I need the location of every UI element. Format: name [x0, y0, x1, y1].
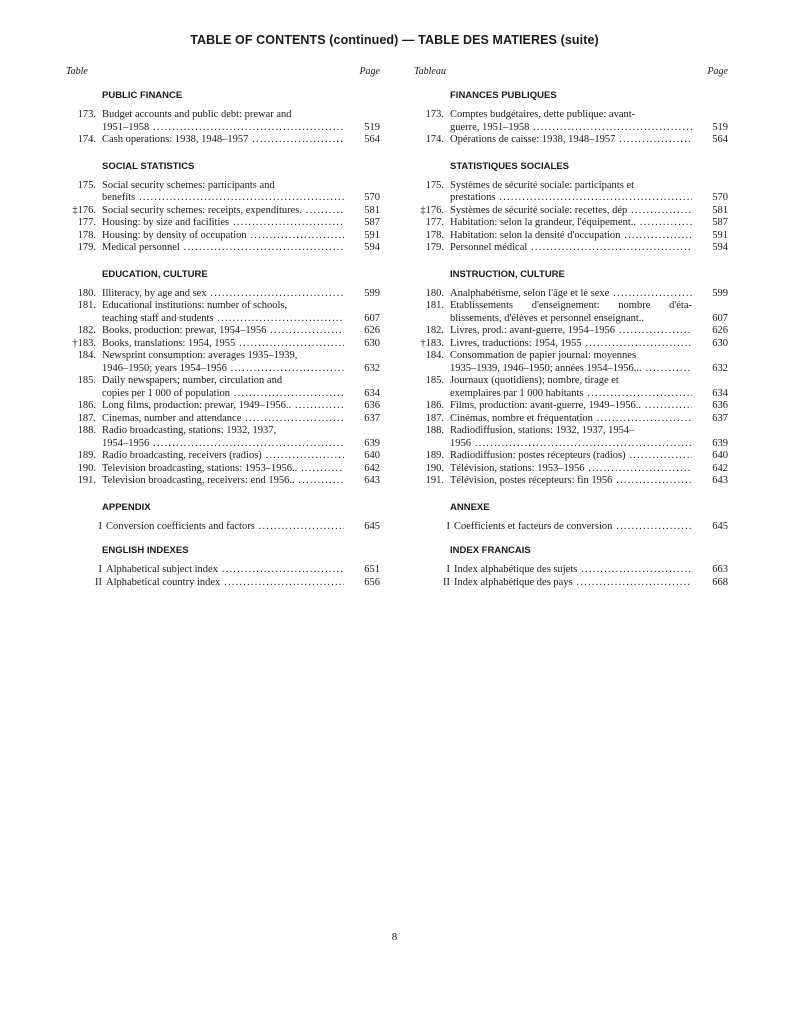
toc-entry[interactable] [414, 180, 728, 205]
entry-page: 637 [712, 412, 728, 424]
toc-entry[interactable] [66, 134, 380, 147]
section-title: FINANCES PUBLIQUES [450, 90, 557, 101]
entry-page: 594 [712, 242, 728, 253]
entry-page: 630 [712, 337, 728, 349]
toc-entry[interactable] [414, 375, 728, 400]
french-column [414, 66, 728, 589]
toc-entry[interactable] [66, 217, 380, 230]
entry-number: 173. [77, 109, 96, 120]
entry-text [450, 325, 692, 338]
toc-section [414, 501, 728, 534]
entry-number: †183. [420, 337, 444, 349]
entry-page: 645 [364, 520, 380, 532]
entry-number: 185. [425, 375, 444, 386]
toc-section [414, 160, 728, 255]
entry-text-last-line: Télévision, postes récepteurs: fin 1956 ..... [450, 475, 692, 488]
entry-text-last-line: 1951–1958 ..... [102, 122, 344, 135]
entry-number: 175. [425, 179, 444, 191]
toc-entry[interactable] [414, 109, 728, 134]
toc-entry[interactable] [414, 521, 728, 534]
entry-page: 626 [364, 325, 380, 336]
entry-text-line: Etablissements d'enseignement: nombre d'éta-blissements, d'élèves et personnel enseignant.. [450, 300, 692, 324]
entry-text [102, 475, 344, 488]
entry-text [102, 242, 344, 255]
entry-text-last-line: Alphabetical country index ..... [106, 577, 344, 590]
entry-page: 599 [712, 287, 728, 299]
entry-page: 626 [712, 325, 728, 336]
toc-entry[interactable] [414, 350, 728, 375]
toc-entry[interactable] [66, 375, 380, 400]
entry-number: 184. [425, 350, 444, 361]
entry-page: 591 [712, 229, 728, 241]
entry-page: 634 [364, 387, 380, 399]
section-title: PUBLIC FINANCE [102, 90, 183, 101]
entry-page: 656 [364, 576, 380, 588]
entry-text [450, 338, 692, 351]
toc-entry[interactable] [66, 338, 380, 351]
entry-text [450, 425, 692, 450]
entry-page: 643 [364, 475, 380, 486]
entry-text [450, 230, 692, 243]
toc-entry[interactable] [414, 300, 728, 325]
entry-page: 564 [364, 134, 380, 145]
section-title: STATISTIQUES SOCIALES [450, 160, 569, 172]
entry-text [450, 242, 692, 255]
entry-text-last-line: Radio broadcasting, receivers (radios) ..... [102, 450, 344, 463]
entry-text-last-line: 1954–1956 ..... [102, 438, 344, 451]
entry-text [450, 413, 692, 426]
entry-page: 594 [364, 242, 380, 253]
toc-section [414, 268, 728, 488]
toc-section [66, 89, 380, 147]
entry-text-last-line: Personnel médical ..... [450, 242, 692, 255]
entry-text [102, 463, 344, 476]
toc-entry[interactable] [414, 463, 728, 476]
entry-page: 663 [712, 564, 728, 575]
entry-number: I [98, 564, 102, 575]
entry-text [450, 350, 692, 375]
entry-text-last-line: teaching staff and students ..... [102, 313, 344, 326]
entry-text-last-line: Cinemas, number and attendance ..... [102, 413, 344, 426]
entry-number: 175. [77, 179, 96, 191]
entry-page: 581 [712, 204, 728, 216]
entry-text-line: Radiodiffusion, stations: 1932, 1937, 1954– [450, 425, 635, 436]
entry-text-line: Social security schemes: participants and [102, 179, 275, 191]
entry-text [450, 475, 692, 488]
toc-entry[interactable] [414, 134, 728, 147]
section-title: APPENDIX [102, 501, 151, 513]
entry-page: 639 [712, 437, 728, 449]
toc-entry[interactable] [414, 450, 728, 463]
entry-page: 643 [712, 475, 728, 486]
entry-number: 173. [425, 109, 444, 120]
entry-text [102, 288, 344, 301]
entry-page: 636 [712, 400, 728, 411]
entry-number: 187. [77, 412, 96, 424]
section-list [414, 89, 728, 589]
entry-text [106, 521, 344, 534]
entry-page: 632 [712, 362, 728, 374]
toc-entry[interactable] [66, 350, 380, 375]
entry-number: ‡176. [72, 204, 96, 216]
toc-entry[interactable] [414, 475, 728, 488]
entry-text-last-line: prestations ..... [450, 192, 692, 205]
entry-text [102, 425, 344, 450]
entry-text [102, 400, 344, 413]
entry-text-last-line: Index alphabétique des pays ..... [454, 577, 692, 590]
entry-text-last-line: Télévision, stations: 1953–1956 ..... [450, 463, 692, 476]
toc-entry[interactable] [414, 400, 728, 413]
entry-page: 587 [712, 217, 728, 228]
entry-text [102, 217, 344, 230]
entry-number: 178. [425, 229, 444, 241]
entry-text [454, 564, 692, 577]
entry-text-last-line: Habitation: selon la densité d'occupation ..... [450, 230, 692, 243]
entry-page: 642 [712, 462, 728, 474]
entry-number: 186. [77, 400, 96, 411]
toc-entry[interactable] [66, 300, 380, 325]
entry-text-line: Budget accounts and public debt: prewar and [102, 109, 292, 120]
entry-number: 174. [425, 134, 444, 145]
page-label: Page [359, 66, 380, 77]
entry-text [450, 134, 692, 147]
entry-text [102, 325, 344, 338]
entry-text-last-line: Livres, traductions: 1954, 1955 ..... [450, 338, 692, 351]
entry-page: 591 [364, 229, 380, 241]
entry-text-last-line: Analphabétisme, selon l'âge et le sexe ..... [450, 288, 692, 301]
toc-entry[interactable] [414, 217, 728, 230]
entry-text-last-line: Housing: by density of occupation ..... [102, 230, 344, 243]
entry-number: 181. [77, 300, 96, 311]
entry-text-last-line: Habitation: selon la grandeur, l'équipement.. ..... [450, 217, 692, 230]
entry-text-last-line: Long films, production: prewar, 1949–1956.. ..... [102, 400, 344, 413]
toc-entry[interactable] [66, 205, 380, 218]
entry-text-line: Consommation de papier journal: moyennes [450, 350, 637, 361]
entry-text-line: Comptes budgétaires, dette publique: avant- [450, 109, 636, 120]
entry-text [102, 300, 344, 325]
entry-number: 186. [425, 400, 444, 411]
entry-page: 599 [364, 287, 380, 299]
entry-page: 639 [364, 437, 380, 449]
entry-page: 607 [364, 312, 380, 324]
entry-page: 581 [364, 204, 380, 216]
entry-number: ‡176. [420, 204, 444, 216]
entry-text [106, 564, 344, 577]
entry-text-last-line: Films, production: avant-guerre, 1949–1956.. ..... [450, 400, 692, 413]
entry-number: 181. [425, 300, 444, 311]
section-list [66, 89, 380, 589]
entry-text-last-line: Cash operations: 1938, 1948–1957 ..... [102, 134, 344, 147]
entry-number: 184. [77, 350, 96, 361]
entry-page: 640 [712, 450, 728, 461]
entry-page: 645 [712, 520, 728, 532]
entry-number: I [446, 520, 450, 532]
english-column [66, 66, 380, 589]
toc-section [66, 544, 380, 589]
entry-page: 636 [364, 400, 380, 411]
entry-text-last-line: Television broadcasting, stations: 1953–1956.. ..... [102, 463, 344, 476]
entry-number: I [98, 520, 102, 532]
toc-entry[interactable] [414, 288, 728, 301]
entry-text-line: Educational institutions: number of schools, [102, 300, 288, 311]
entry-number: I [446, 564, 450, 575]
entry-number: 177. [425, 217, 444, 228]
entry-page: 651 [364, 564, 380, 575]
entry-number: II [95, 576, 102, 588]
entry-number: 188. [425, 425, 444, 436]
entry-text-last-line: Systèmes de sécurité sociale: recettes, dép ..... [450, 205, 692, 218]
entry-number: 179. [425, 242, 444, 253]
section-title: ANNEXE [450, 501, 490, 513]
entry-text-last-line: Alphabetical subject index ..... [106, 564, 344, 577]
toc-entry[interactable] [66, 242, 380, 255]
entry-number: 182. [425, 325, 444, 336]
entry-page: 607 [712, 312, 728, 324]
entry-text-last-line: benefits ..... [102, 192, 344, 205]
entry-text-last-line: Opérations de caisse: 1938, 1948–1957 ..... [450, 134, 692, 147]
entry-page: 570 [364, 192, 380, 203]
section-title: INDEX FRANCAIS [450, 545, 531, 556]
toc-entry[interactable] [66, 413, 380, 426]
entry-text-last-line: Books, production: prewar, 1954–1956 ..... [102, 325, 344, 338]
toc-entry[interactable] [414, 325, 728, 338]
entry-page: 668 [712, 576, 728, 588]
section-title: ENGLISH INDEXES [102, 545, 189, 556]
entry-text [102, 450, 344, 463]
entry-number: †183. [72, 337, 96, 349]
entry-text-last-line: Livres, prod.: avant-guerre, 1954–1956 ..... [450, 325, 692, 338]
entry-text-last-line: copies per 1 000 of population ..... [102, 388, 344, 401]
entry-text [102, 180, 344, 205]
toc-entry[interactable] [66, 325, 380, 338]
entry-number: 174. [77, 134, 96, 145]
entry-number: 185. [77, 375, 96, 386]
entry-number: 177. [77, 217, 96, 228]
entry-text-last-line: exemplaires par 1 000 habitants ..... [450, 388, 692, 401]
entry-text-line: Newsprint consumption: averages 1935–1939, [102, 350, 298, 361]
entry-page: 637 [364, 412, 380, 424]
entry-text [454, 521, 692, 534]
toc-entry[interactable] [66, 109, 380, 134]
toc-entry[interactable] [414, 242, 728, 255]
toc-entry[interactable] [66, 230, 380, 243]
toc-entry[interactable] [66, 400, 380, 413]
toc-section [66, 160, 380, 255]
entry-number: 191. [425, 475, 444, 486]
entry-number: 180. [77, 287, 96, 299]
toc-section [414, 89, 728, 147]
entry-text [450, 375, 692, 400]
entry-text-last-line: Radiodiffusion: postes récepteurs (radios) ..... [450, 450, 692, 463]
entry-text [102, 338, 344, 351]
entry-text-last-line: Housing: by size and facilities ..... [102, 217, 344, 230]
entry-text-last-line: Medical personnel ..... [102, 242, 344, 255]
entry-number: 191. [77, 475, 96, 486]
entry-text [102, 350, 344, 375]
toc-entry[interactable] [66, 463, 380, 476]
entry-text [106, 577, 344, 590]
section-title: SOCIAL STATISTICS [102, 160, 195, 172]
entry-text [450, 400, 692, 413]
entry-text [450, 180, 692, 205]
column-header [66, 66, 380, 80]
entry-number: 189. [425, 450, 444, 461]
entry-text-last-line: 1956 ..... [450, 438, 692, 451]
entry-text-line: Radio broadcasting, stations: 1932, 1937, [102, 425, 277, 436]
toc-section [414, 544, 728, 589]
entry-number: 189. [77, 450, 96, 461]
toc-entry[interactable] [66, 450, 380, 463]
toc-entry[interactable] [414, 413, 728, 426]
entry-text [454, 577, 692, 590]
toc-entry[interactable] [66, 564, 380, 577]
toc-entry[interactable] [66, 180, 380, 205]
toc-entry[interactable] [66, 288, 380, 301]
entry-text-last-line: Illiteracy, by age and sex ..... [102, 288, 344, 301]
entry-number: 178. [77, 229, 96, 241]
entry-page: 519 [364, 121, 380, 133]
entry-text-last-line: guerre, 1951–1958 ..... [450, 122, 692, 135]
entry-page: 630 [364, 337, 380, 349]
toc-section [66, 268, 380, 488]
toc-section [66, 501, 380, 534]
entry-text [450, 300, 692, 325]
entry-text [102, 109, 344, 134]
entry-page: 634 [712, 387, 728, 399]
entry-text-last-line: Television broadcasting, receivers: end 1956.. ..... [102, 475, 344, 488]
entry-page: 570 [712, 192, 728, 203]
entry-page: 640 [364, 450, 380, 461]
page-title: TABLE OF CONTENTS (continued) — TABLE DES MATIERES (suite) [190, 33, 599, 47]
entry-number: 179. [77, 242, 96, 253]
section-title: INSTRUCTION, CULTURE [450, 268, 565, 280]
entry-number: 188. [77, 425, 96, 436]
column-header [414, 66, 728, 80]
entry-text-last-line: Cinémas, nombre et fréquentation ..... [450, 413, 692, 426]
entry-text [102, 134, 344, 147]
toc-entry[interactable] [66, 475, 380, 488]
page-label: Page [707, 66, 728, 77]
toc-entry[interactable] [414, 425, 728, 450]
tableau-label: Tableau [414, 66, 446, 77]
toc-entry[interactable] [414, 338, 728, 351]
entry-page: 519 [712, 121, 728, 133]
page-number: 8 [391, 931, 398, 943]
entry-page: 642 [364, 462, 380, 474]
entry-text [450, 217, 692, 230]
entry-text [102, 375, 344, 400]
entry-number: II [443, 576, 450, 588]
toc-entry[interactable] [414, 205, 728, 218]
entry-text [450, 463, 692, 476]
entry-text [102, 413, 344, 426]
toc-entry[interactable] [66, 577, 380, 590]
entry-number: 182. [77, 325, 96, 336]
entry-text-last-line: Books, translations: 1954, 1955 ..... [102, 338, 344, 351]
entry-page: 587 [364, 217, 380, 228]
entry-text-line: Journaux (quotidiens); nombre, tirage et [450, 375, 619, 386]
entry-number: 190. [77, 462, 96, 474]
entry-text [450, 109, 692, 134]
entry-number: 187. [425, 412, 444, 424]
entry-number: 190. [425, 462, 444, 474]
entry-text-last-line: Conversion coefficients and factors ..... [106, 521, 344, 534]
entry-text-last-line: Coefficients et facteurs de conversion ..... [454, 521, 692, 534]
entry-text [450, 288, 692, 301]
toc-entry[interactable] [414, 564, 728, 577]
entry-text-last-line: 1935–1939, 1946–1950; années 1954–1956... ..... [450, 363, 692, 376]
table-label: Table [66, 66, 88, 77]
toc-entry[interactable] [66, 521, 380, 534]
toc-entry[interactable] [66, 425, 380, 450]
entry-text-line: Daily newspapers; number, circulation and [102, 375, 283, 386]
entry-text-last-line: Social security schemes: receipts, expenditures. ..... [102, 205, 344, 218]
toc-entry[interactable] [414, 230, 728, 243]
entry-text [450, 205, 692, 218]
entry-text [450, 450, 692, 463]
entry-text [102, 230, 344, 243]
entry-number: 180. [425, 287, 444, 299]
toc-entry[interactable] [414, 577, 728, 590]
entry-text-last-line: 1946–1950; years 1954–1956 ..... [102, 363, 344, 376]
entry-text-line: Systèmes de sécurité sociale: participants et [450, 179, 634, 191]
entry-page: 564 [712, 134, 728, 145]
section-title: EDUCATION, CULTURE [102, 268, 208, 280]
entry-page: 632 [364, 362, 380, 374]
entry-text [102, 205, 344, 218]
entry-text-last-line: Index alphabétique des sujets ..... [454, 564, 692, 577]
